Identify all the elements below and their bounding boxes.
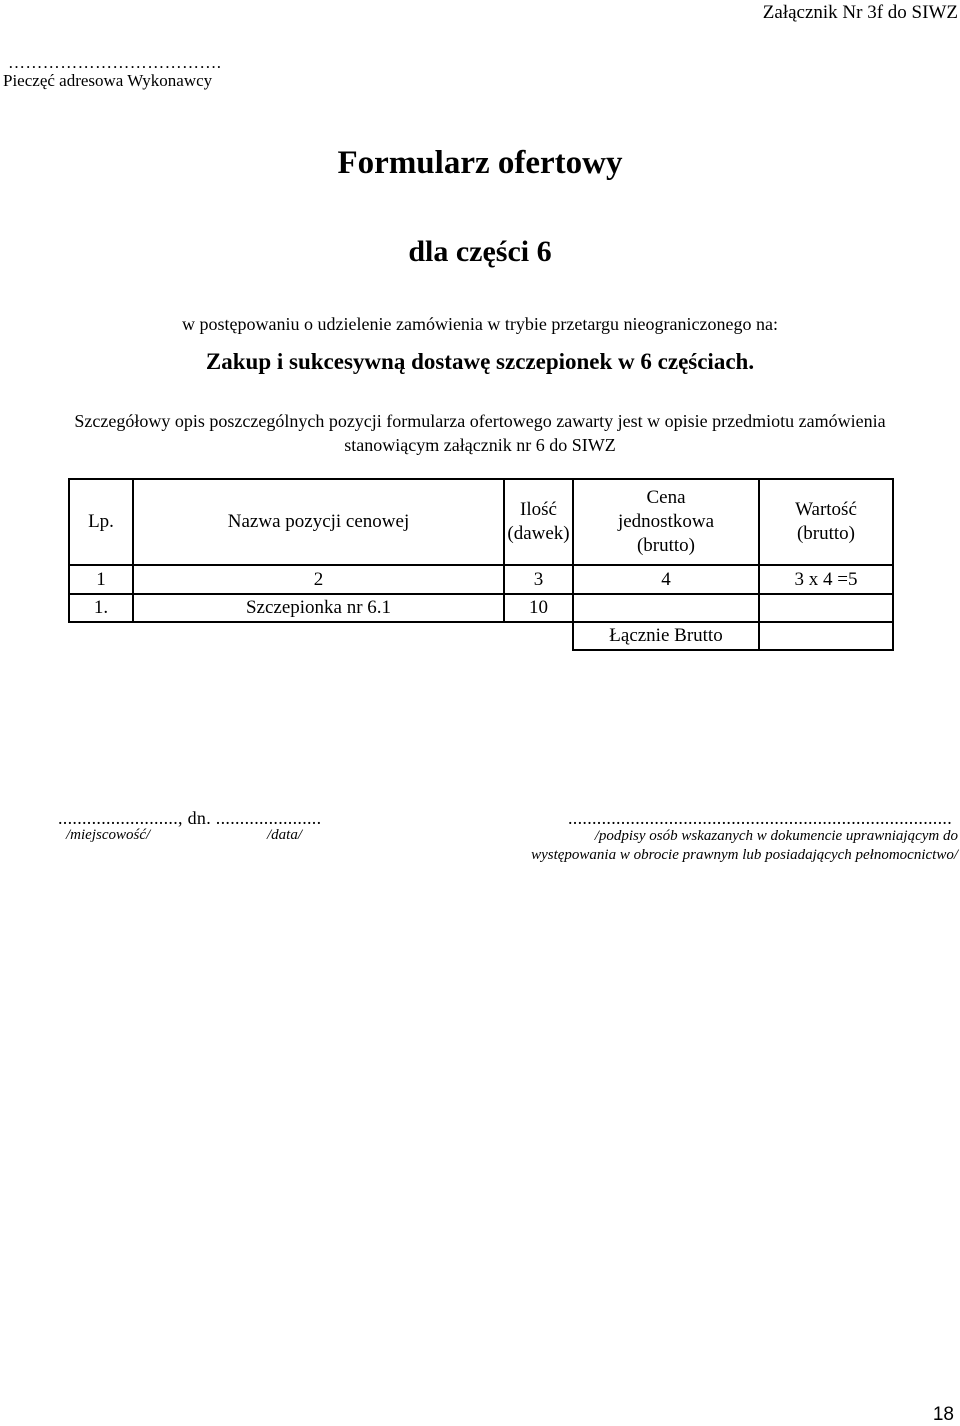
table-numbering-row: [69, 565, 893, 594]
place-date-dots: ........................., dn. ......................: [58, 808, 322, 828]
total-value[interactable]: [759, 622, 893, 650]
description-line-2: stanowiącym załącznik nr 6 do SIWZ: [344, 435, 616, 455]
row-name: Szczepionka nr 6.1: [133, 594, 504, 622]
place-label: /miejscowość/: [66, 827, 151, 843]
signature-note-line-2: występowania w obrocie prawnym lub posiadających pełnomocnictwo/: [531, 847, 958, 863]
total-spacer: [69, 622, 573, 650]
header-unit-price: Cena jednostkowa (brutto): [573, 479, 759, 565]
offer-table: [68, 478, 894, 651]
stamp-label: Pieczęć adresowa Wykonawcy: [3, 71, 213, 90]
table-header-row: [69, 479, 893, 565]
header-lp: Lp.: [69, 479, 133, 565]
total-label: Łącznie Brutto: [573, 622, 759, 650]
table-row: [69, 594, 893, 622]
number-cell: 2: [133, 565, 504, 594]
stamp-placeholder-dots: ……………………………….: [8, 53, 222, 72]
number-cell: 3: [504, 565, 573, 594]
header-quantity: Ilość (dawek): [504, 479, 573, 565]
description-text: [0, 409, 960, 457]
signature-note-line-1: /podpisy osób wskazanych w dokumencie uprawniającym do: [594, 828, 958, 844]
date-label: /data/: [267, 827, 303, 843]
number-cell: 1: [69, 565, 133, 594]
row-lp: 1.: [69, 594, 133, 622]
procedure-text: w postępowaniu o udzielenie zamówienia w trybie przetargu nieograniczonego na:: [182, 314, 778, 334]
header-value: Wartość (brutto): [759, 479, 893, 565]
subject-text: Zakup i sukcesywną dostawę szczepionek w 6 częściach.: [205, 349, 755, 374]
document-part: dla części 6: [408, 235, 552, 268]
document-title: Formularz ofertowy: [337, 145, 623, 181]
row-unit-price[interactable]: [573, 594, 759, 622]
page-number: 18: [932, 1404, 954, 1425]
attachment-label: Załącznik Nr 3f do SIWZ: [762, 2, 958, 23]
signature-note: [466, 827, 958, 865]
header-name: Nazwa pozycji cenowej: [133, 479, 504, 565]
row-quantity: 10: [504, 594, 573, 622]
table-total-row: [69, 622, 893, 650]
number-cell: 4: [573, 565, 759, 594]
signature-dots: ................................................................................: [568, 808, 952, 828]
description-line-1: Szczegółowy opis poszczególnych pozycji formularza ofertowego zawarty jest w opisie przedmiotu zamówienia: [74, 411, 886, 431]
number-cell: 3 x 4 =5: [759, 565, 893, 594]
row-value[interactable]: [759, 594, 893, 622]
